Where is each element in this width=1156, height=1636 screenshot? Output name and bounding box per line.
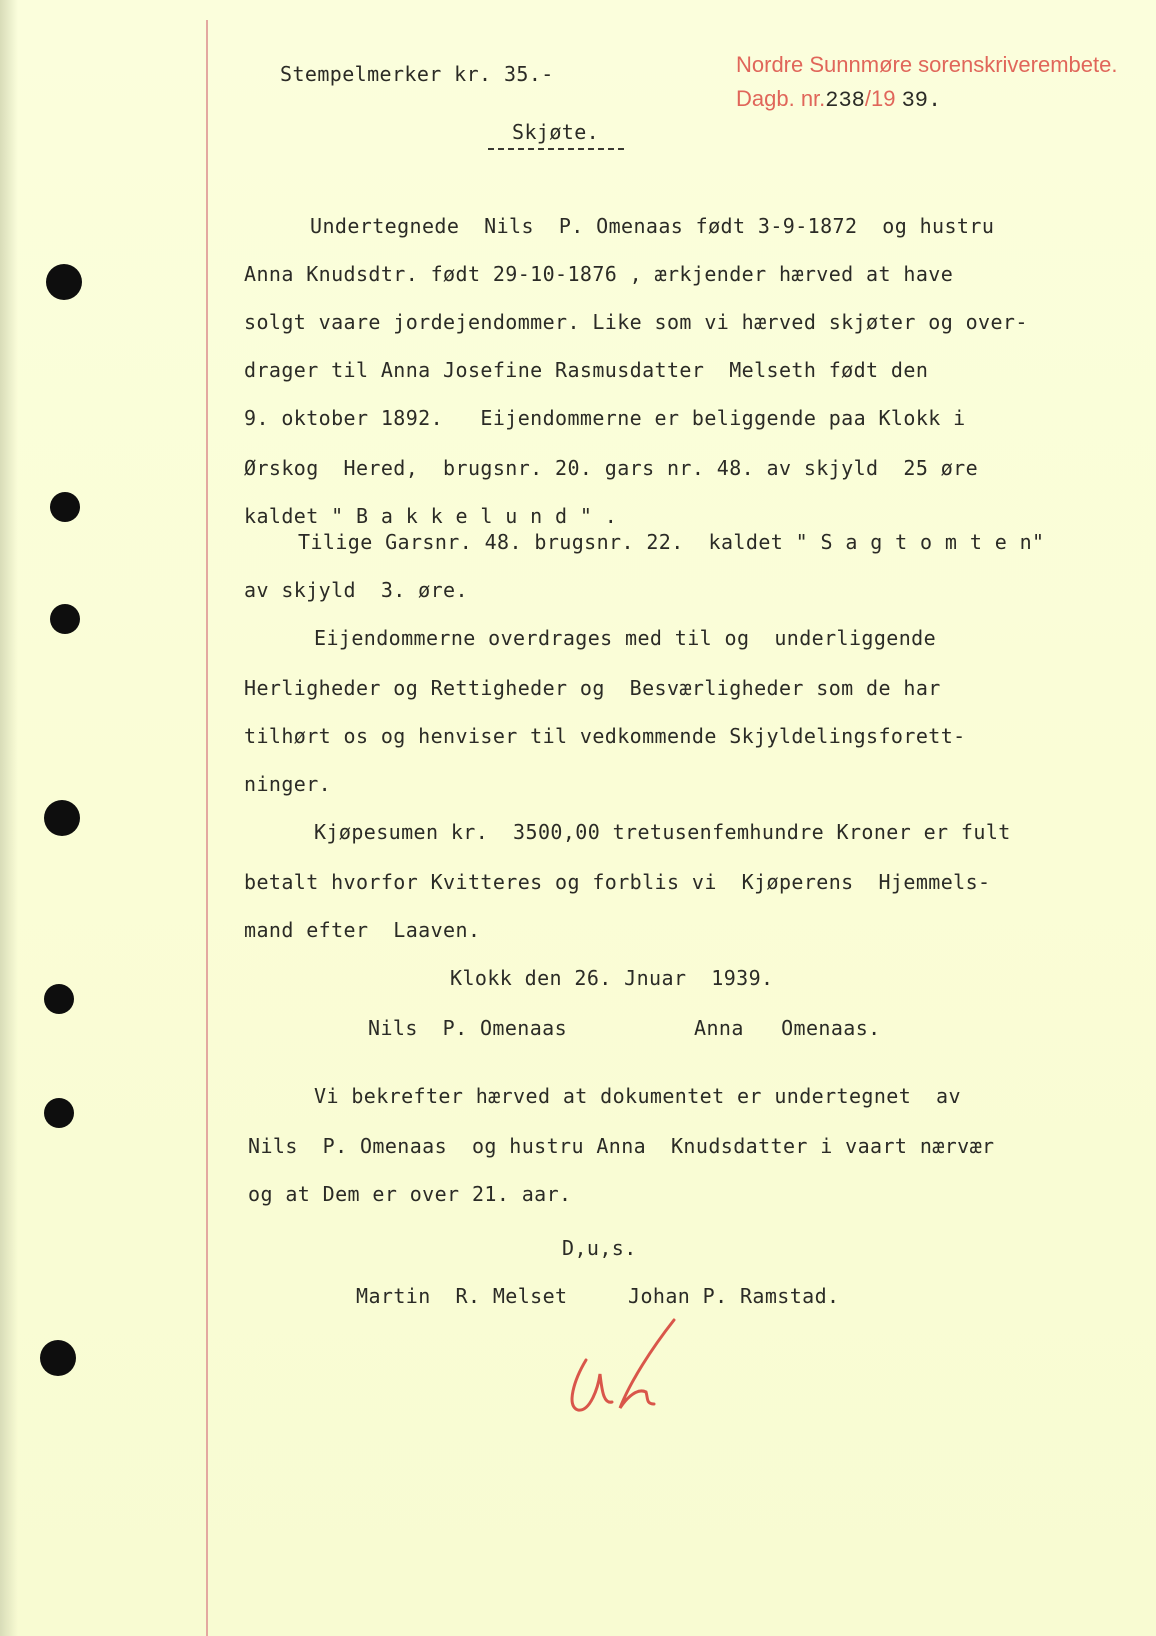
body-line: drager til Anna Josefine Rasmusdatter Melseth født den <box>244 358 929 382</box>
dagb-year: 39. <box>901 88 942 113</box>
page-edge-shadow <box>0 0 18 1636</box>
punch-hole <box>44 800 80 836</box>
body-line: solgt vaare jordejendommer. Like som vi hærved skjøter og over- <box>244 310 1028 334</box>
witness-line: Nils P. Omenaas og hustru Anna Knudsdatter i vaart nærvær <box>248 1134 995 1158</box>
signer-name: Nils P. Omenaas <box>368 1016 568 1040</box>
body-line: av skjyld 3. øre. <box>244 578 468 602</box>
body-line: Anna Knudsdtr. født 29-10-1876 , ærkjender hærved at have <box>244 262 954 286</box>
witness-name: Martin R. Melset <box>356 1284 568 1308</box>
dus-line: D,u,s. <box>562 1236 637 1260</box>
witness-line: og at Dem er over 21. aar. <box>248 1182 572 1206</box>
witness-line: Vi bekrefter hærved at dokumentet er undertegnet av <box>314 1084 961 1108</box>
body-line: Kjøpesumen kr. 3500,00 tretusenfemhundre Kroner er fult <box>314 820 1011 844</box>
punch-hole <box>46 264 82 300</box>
body-line: 9. oktober 1892. Eijendommerne er beliggende paa Klokk i <box>244 406 966 430</box>
dagb-stamp <box>736 86 941 113</box>
margin-rule <box>206 20 208 1636</box>
body-line: betalt hvorfor Kvitteres og forblis vi Kjøperens Hjemmels- <box>244 870 991 894</box>
punch-hole <box>44 984 74 1014</box>
stamp-duty-line: Stempelmerker kr. 35.- <box>280 62 554 86</box>
office-stamp: Nordre Sunnmøre sorenskriverembete. <box>736 52 1118 77</box>
signer-name: Anna Omenaas. <box>694 1016 881 1040</box>
punch-hole <box>50 492 80 522</box>
punch-hole <box>40 1340 76 1376</box>
body-line: Herligheder og Rettigheder og Besværligheder som de har <box>244 676 941 700</box>
handwritten-initials <box>556 1316 696 1426</box>
body-line: mand efter Laaven. <box>244 918 481 942</box>
title-underline <box>488 148 624 150</box>
dagb-prefix: Dagb. nr. <box>736 86 826 111</box>
body-line: Undertegnede Nils P. Omenaas født 3-9-1872 og hustru <box>310 214 995 238</box>
dagb-number: 238 <box>825 88 865 113</box>
document-title: Skjøte. <box>512 120 600 144</box>
witness-name: Johan P. Ramstad. <box>628 1284 840 1308</box>
body-line: tilhørt os og henviser til vedkommende Skjyldelingsforett- <box>244 724 966 748</box>
body-line: Eijendommerne overdrages med til og underliggende <box>314 626 937 650</box>
place-date: Klokk den 26. Jnuar 1939. <box>450 966 774 990</box>
body-line: Tilige Garsnr. 48. brugsnr. 22. kaldet " S a g t o m t e n" <box>298 530 1045 554</box>
dagb-year-prefix: /19 <box>864 86 896 111</box>
punch-hole <box>50 604 80 634</box>
body-line: ninger. <box>244 772 332 796</box>
punch-hole <box>44 1098 74 1128</box>
body-line: kaldet " B a k k e l u n d " . <box>244 504 618 528</box>
body-line: Ørskog Hered, brugsnr. 20. gars nr. 48. av skjyld 25 øre <box>244 456 979 480</box>
